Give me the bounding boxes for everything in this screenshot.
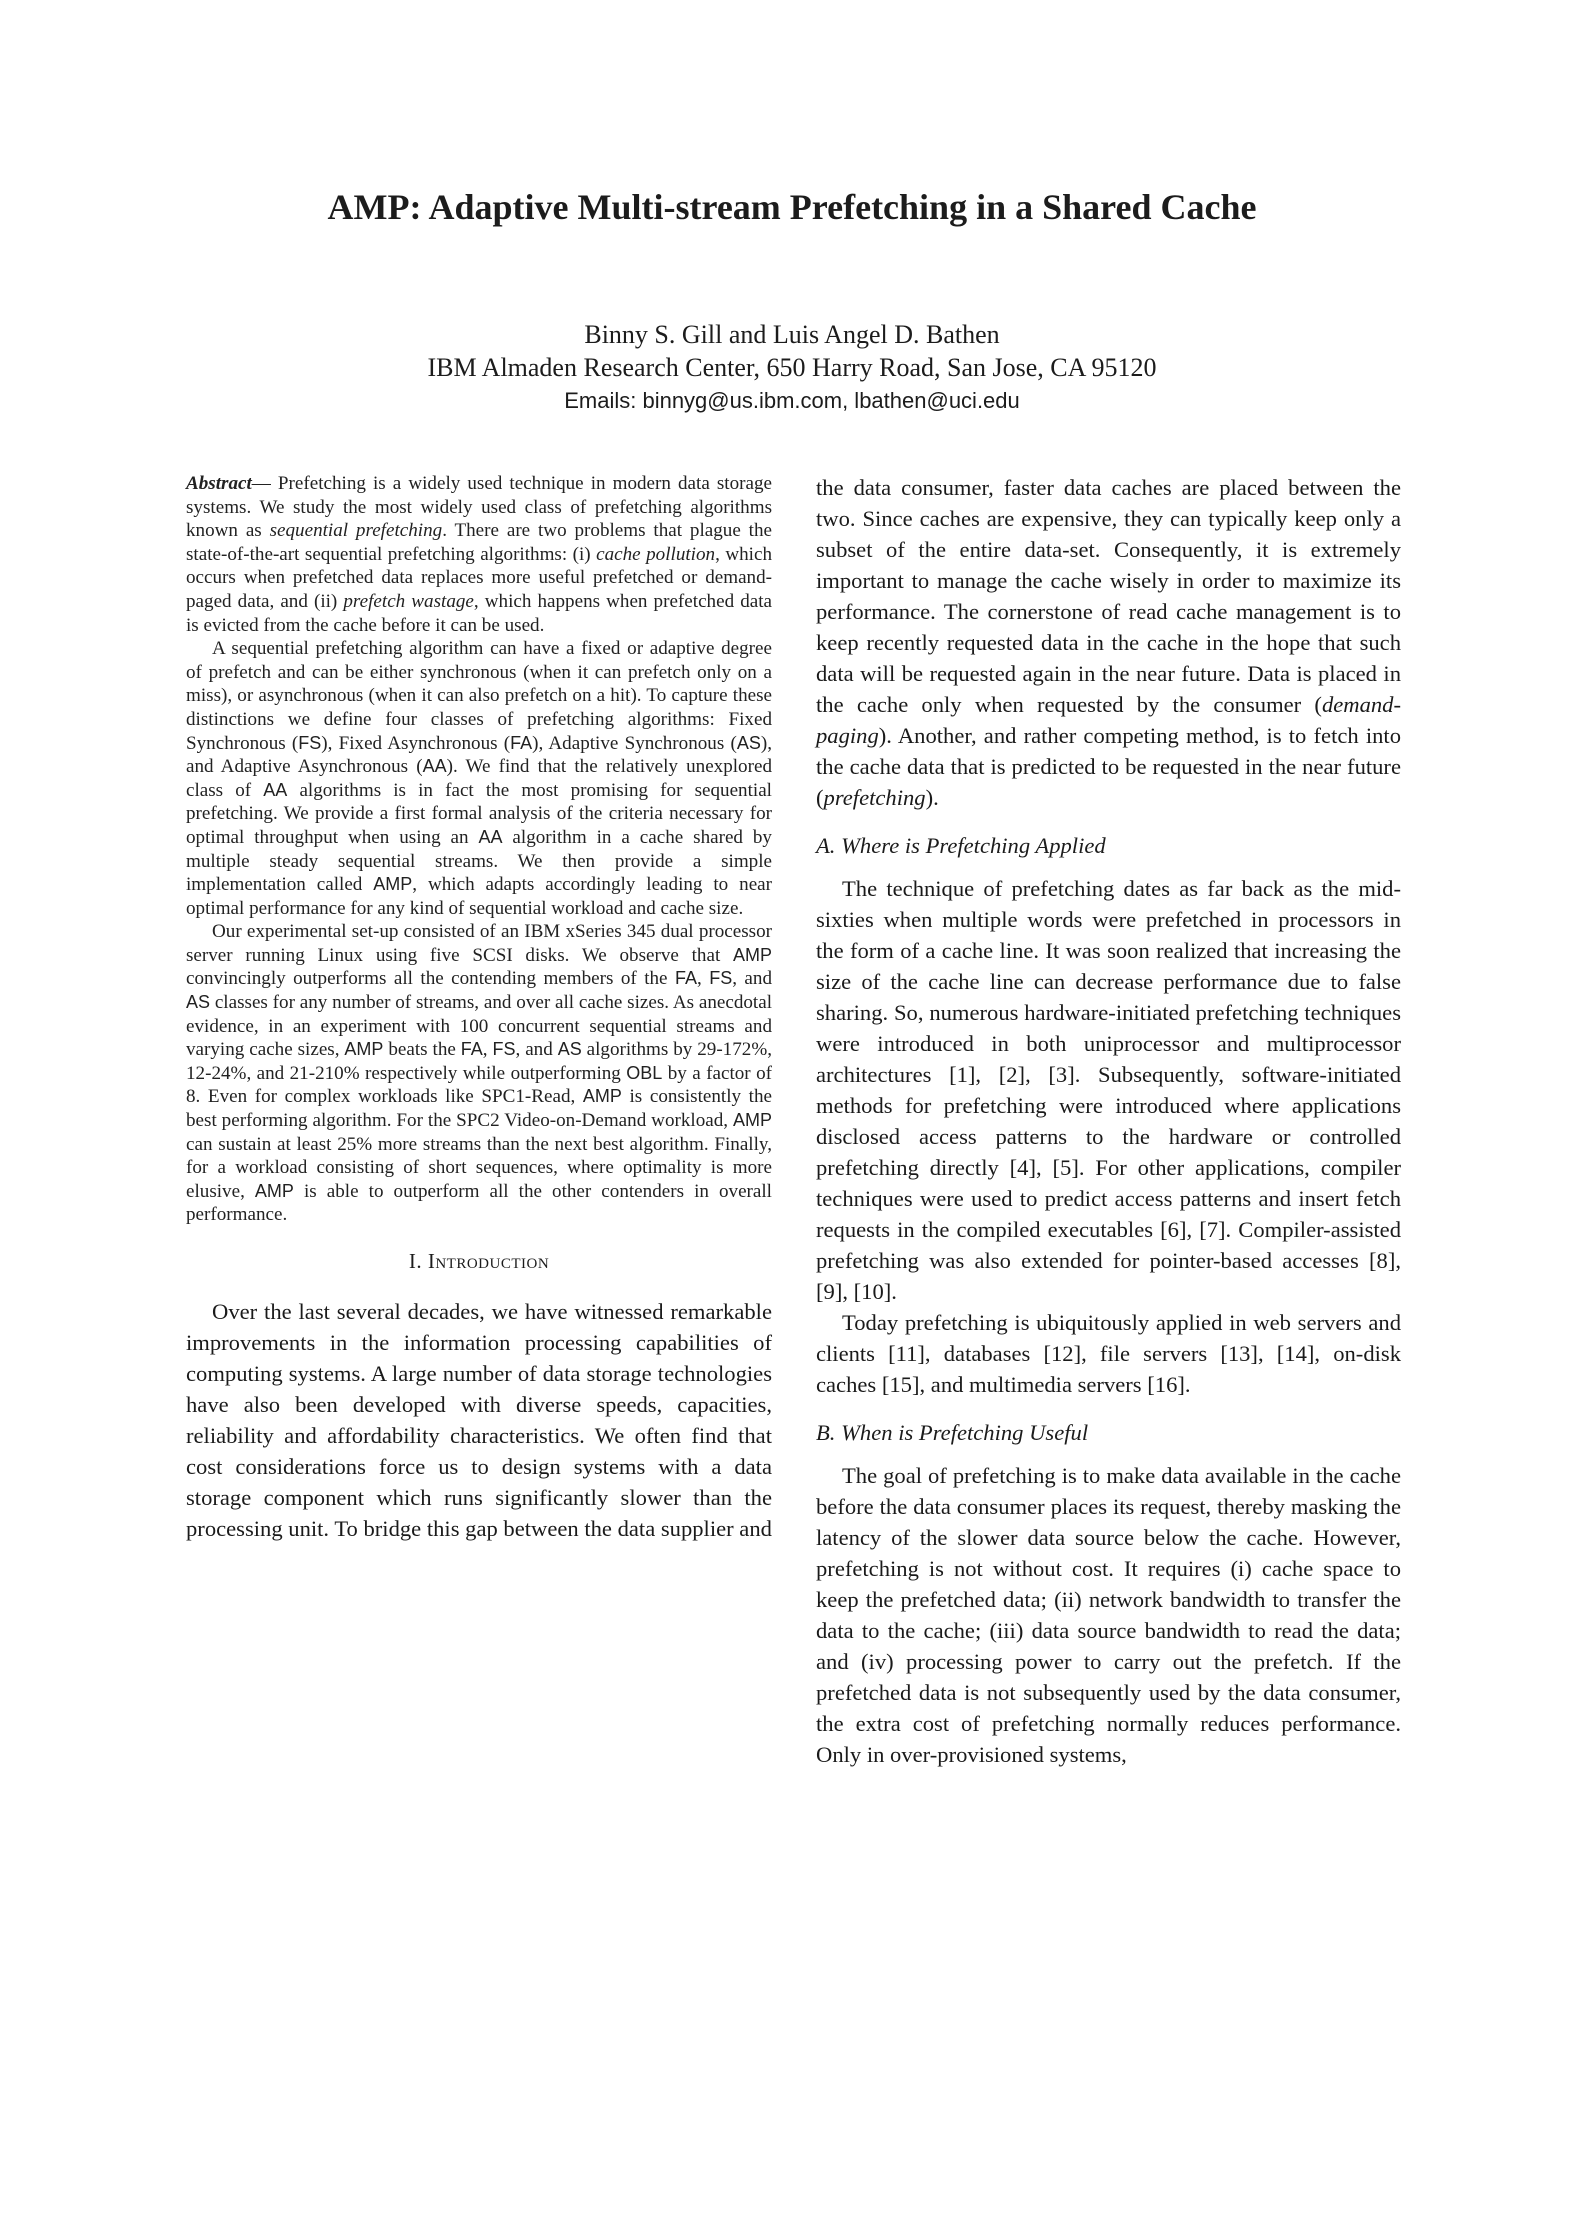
author-names: Binny S. Gill and Luis Angel D. Bathen (584, 320, 1000, 349)
introduction-body-left (186, 1296, 772, 1544)
section-heading-introduction: I. Introduction (408, 1249, 550, 1273)
intro-paragraph-1: Over the last several decades, we have witnessed remarkable improvements in the information processing capabilities of computing systems. A large number of data storage technologies have also been developed with diverse speeds, capacities, reliability and affordability characteristics. We often find that cost considerations force us to design systems with a data storage component which runs significantly slower than the processing unit. To bridge this gap between the data supplier and (186, 1299, 772, 1541)
author-emails: Emails: binnyg@us.ibm.com, lbathen@uci.edu (564, 388, 1020, 413)
abstract (186, 472, 772, 1227)
section-a-paragraph-1: The technique of prefetching dates as far back as the mid-sixties when multiple words were prefetched in processors in the form of a cache line. It was soon realized that increasing the size of the cache line can decrease performance due to false sharing. So, numerous hardware-initiated prefetching techniques were introduced in both uniprocessor and multiprocessor architectures [1], [2], [3]. Subsequently, software-initiated methods for prefetching were introduced where applications disclosed access patterns to the hardware or controlled prefetching directly [4], [5]. For other applications, compiler techniques were used to predict access patterns and insert fetch requests in the compiled executables [6], [7]. Compiler-assisted prefetching was also extended for pointer-based accesses [8], [9], [10]. (816, 876, 1401, 1304)
abstract-paragraph-2: A sequential prefetching algorithm can have a fixed or adaptive degree of prefetch and can be either synchronous (when it can prefetch only on a miss), or asynchronous (when it can also prefetch on a hit). To capture these distinctions we define four classes of prefetching algorithms: Fixed Synchronous (FS), Fixed Asynchronous (FA), Adaptive Synchronous (AS), and Adaptive Asynchronous (AA). We find that the relatively unexplored class of AA algorithms is in fact the most promising for sequential prefetching. We provide a first formal analysis of the criteria necessary for optimal throughput when using an AA algorithm in a cache shared by multiple steady sequential streams. We then provide a simple implementation called AMP, which adapts accordingly leading to near optimal performance for any kind of sequential workload and cache size. (186, 638, 772, 919)
introduction-body-right (816, 472, 1401, 1770)
abstract-paragraph-1: Abstract— Prefetching is a widely used technique in modern data storage systems. We study the most widely used class of prefetching algorithms known as sequential prefetching. There are two problems that plague the state-of-the-art sequential prefetching algorithms: (i) cache pollution, which occurs when prefetched data replaces more useful prefetched or demand-paged data, and (ii) prefetch wastage, which happens when prefetched data is evicted from the cache before it can be used. (186, 473, 772, 636)
right-column (816, 472, 1401, 1770)
author-affiliation: IBM Almaden Research Center, 650 Harry Road, San Jose, CA 95120 (427, 353, 1157, 382)
subsection-heading-a: A. Where is Prefetching Applied (816, 833, 1106, 858)
abstract-label: Abstract (186, 473, 252, 494)
subsection-heading-b: B. When is Prefetching Useful (816, 1420, 1089, 1445)
paper-title: AMP: Adaptive Multi-stream Prefetching in a Shared Cache (327, 187, 1257, 227)
section-b-paragraph-1: The goal of prefetching is to make data available in the cache before the data consumer places its request, thereby masking the latency of the slower data source below the cache. However, prefetching is not without cost. It requires (i) cache space to keep the prefetched data; (ii) network bandwidth to transfer the data to the cache; (iii) data source bandwidth to read the data; and (iv) processing power to carry out the prefetch. If the prefetched data is not subsequently used by the data consumer, the extra cost of prefetching normally reduces performance. Only in over-provisioned systems, (816, 1463, 1401, 1767)
section-a-paragraph-2: Today prefetching is ubiquitously applied in web servers and clients [11], databases [12], file servers [13], [14], on-disk caches [15], and multimedia servers [16]. (816, 1310, 1401, 1397)
intro-paragraph-1-continued: the data consumer, faster data caches are placed between the two. Since caches are expensive, they can typically keep only a subset of the entire data-set. Consequently, it is extremely important to manage the cache wisely in order to maximize its performance. The cornerstone of read cache management is to keep recently requested data in the cache in the hope that such data will be requested again in the near future. Data is placed in the cache only when requested by the consumer (demand-paging). Another, and rather competing method, is to fetch into the cache data that is predicted to be requested in the near future (prefetching). (816, 475, 1401, 810)
abstract-paragraph-3: Our experimental set-up consisted of an IBM xSeries 345 dual processor server running Linux using five SCSI disks. We observe that AMP convincingly outperforms all the contending members of the FA, FS, and AS classes for any number of streams, and over all cache sizes. As anecdotal evidence, in an experiment with 100 concurrent sequential streams and varying cache sizes, AMP beats the FA, FS, and AS algorithms by 29-172%, 12-24%, and 21-210% respectively while outperforming OBL by a factor of 8. Even for complex workloads like SPC1-Read, AMP is consistently the best performing algorithm. For the SPC2 Video-on-Demand workload, AMP can sustain at least 25% more streams than the next best algorithm. Finally, for a workload consisting of short sequences, where optimality is more elusive, AMP is able to outperform all the other contenders in overall performance. (186, 921, 773, 1226)
left-column (186, 472, 772, 1544)
author-block (0, 318, 1584, 417)
